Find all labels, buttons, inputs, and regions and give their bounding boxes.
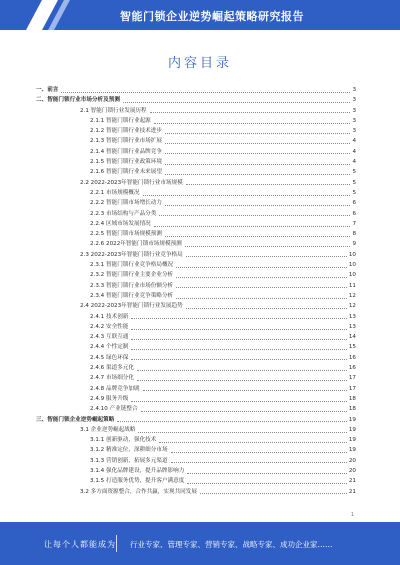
toc-heading: 内容目录 — [167, 56, 232, 71]
toc-entry-title: 3.1.5 打造服务优势，提升客户满意度 — [90, 478, 185, 485]
toc-entry-page: 3 — [352, 87, 356, 93]
toc-entry[interactable] — [36, 198, 356, 208]
toc-entry[interactable] — [36, 404, 356, 414]
toc-entry-page: 12 — [348, 303, 356, 310]
toc-entry-title: 2.4.5 绿色环保 — [90, 354, 129, 361]
toc-entry-title: 2.2.6 2022年智能门锁市场规模预测 — [90, 241, 182, 248]
toc-entry[interactable] — [36, 363, 356, 373]
toc-leader-dots — [131, 329, 346, 330]
toc-entry[interactable] — [36, 425, 356, 435]
toc-entry-title: 2.1.5 智能门锁行业政策环境 — [90, 159, 162, 166]
toc-entry[interactable] — [36, 445, 356, 455]
toc-entry-title: 3.1.3 营销创新，拓展多元渠道 — [90, 457, 168, 464]
toc-entry-title: 2.1.2 智能门锁行业技术进步 — [90, 128, 162, 135]
report-title: 智能门锁企业逆势崛起策略研究报告 — [120, 10, 304, 23]
toc-entry[interactable] — [36, 373, 356, 383]
toc-entry[interactable] — [36, 147, 356, 157]
toc-entry[interactable] — [36, 384, 356, 394]
toc-entry-title: 2.1 智能门锁行业发展历程 — [80, 107, 147, 114]
toc-entry[interactable] — [36, 291, 356, 301]
toc-entry-title: 2.1.1 智能门锁行业起源 — [90, 117, 151, 124]
toc-entry[interactable] — [36, 219, 356, 229]
toc-entry[interactable] — [36, 301, 356, 311]
toc-leader-dots — [150, 112, 351, 113]
toc-entry-page: 4 — [352, 138, 356, 145]
toc-entry-page: 11 — [348, 282, 356, 289]
toc-entry-page: 20 — [348, 467, 356, 474]
toc-leader-dots — [131, 359, 346, 360]
toc-entry-title: 二、智能门锁行业市场分析及预测 — [36, 97, 120, 104]
toc-leader-dots — [165, 205, 350, 206]
toc-leader-dots — [176, 298, 347, 299]
toc-entry[interactable] — [36, 178, 356, 188]
toc-leader-dots — [200, 493, 347, 494]
toc-entry[interactable] — [36, 106, 356, 116]
toc-entry-page: 14 — [348, 334, 356, 341]
toc-entry-page: 17 — [348, 385, 356, 392]
toc-leader-dots — [165, 174, 350, 175]
toc-leader-dots — [176, 267, 347, 268]
table-of-contents — [36, 85, 356, 497]
toc-entry-title: 2.3 2022-2023年智能门锁行业竞争格局 — [80, 251, 183, 258]
toc-entry[interactable] — [36, 312, 356, 322]
toc-entry[interactable] — [36, 239, 356, 249]
toc-entry-title: 2.4.2 安全性能 — [90, 323, 129, 330]
toc-leader-dots — [159, 442, 347, 443]
toc-entry-title: 3.1 企业逆势崛起战略 — [80, 426, 136, 433]
toc-leader-dots — [131, 339, 346, 340]
toc-leader-dots — [165, 143, 350, 144]
page-number: 1 — [350, 512, 354, 518]
toc-entry-title: 三、智能门锁企业逆势崛起策略 — [36, 416, 115, 423]
toc-entry-title: 2.4.9 服务升级 — [90, 395, 129, 402]
toc-leader-dots — [154, 226, 351, 227]
toc-leader-dots — [185, 246, 351, 247]
toc-entry-page: 5 — [352, 179, 356, 186]
toc-entry[interactable] — [36, 353, 356, 363]
toc-entry-page: 5 — [352, 169, 356, 176]
toc-entry-title: 2.2 2022-2023年智能门锁行业市场规模 — [80, 179, 183, 186]
toc-leader-dots — [176, 287, 347, 288]
toc-leader-dots — [143, 195, 351, 196]
toc-leader-dots — [165, 153, 350, 154]
toc-entry-title: 3.1.4 强化品牌建设，提升品牌影响力 — [90, 467, 185, 474]
toc-leader-dots — [137, 380, 347, 381]
toc-entry[interactable] — [36, 322, 356, 332]
toc-entry-page: 16 — [348, 354, 356, 361]
toc-entry[interactable] — [36, 85, 356, 95]
toc-entry-title: 2.4.7 市场细分化 — [90, 375, 134, 382]
toc-leader-dots — [131, 401, 346, 402]
toc-entry[interactable] — [36, 167, 356, 177]
toc-leader-dots — [171, 462, 347, 463]
toc-entry-page: 4 — [352, 159, 356, 166]
toc-entry-title: 2.2.4 区域市场发展情况 — [90, 220, 151, 227]
toc-entry[interactable] — [36, 281, 356, 291]
toc-leader-dots — [154, 123, 351, 124]
toc-entry-title: 2.4.3 互联互通 — [90, 334, 129, 341]
toc-entry-page: 17 — [348, 375, 356, 382]
toc-leader-dots — [138, 432, 346, 433]
toc-entry-page: 4 — [352, 148, 356, 155]
toc-entry[interactable] — [36, 435, 356, 445]
toc-entry[interactable] — [36, 229, 356, 239]
toc-leader-dots — [141, 411, 347, 412]
toc-entry-title: 2.4 2022-2023年智能门锁行业发展趋势 — [80, 303, 183, 310]
toc-entry-title: 2.2.2 智能门锁市场增长动力 — [90, 200, 162, 207]
toc-entry-title: 2.3.1 智能门锁行业竞争格局概况 — [90, 262, 174, 269]
toc-entry-page: 19 — [348, 447, 356, 454]
toc-entry-title: 3.1.2 精准定位，深耕细分市场 — [90, 447, 168, 454]
toc-entry-title: 2.2.3 市场结构与产品分类 — [90, 210, 157, 217]
toc-entry[interactable] — [36, 270, 356, 280]
toc-entry-title: 2.4.8 品牌竞争加剧 — [90, 385, 140, 392]
toc-entry-page: 21 — [348, 478, 356, 485]
toc-entry-page: 13 — [348, 323, 356, 330]
toc-entry[interactable] — [36, 394, 356, 404]
toc-entry-title: 2.2.1 市场规模概况 — [90, 189, 140, 196]
toc-leader-dots — [165, 133, 350, 134]
toc-entry-title: 2.1.4 智能门锁行业品牌竞争 — [90, 148, 162, 155]
toc-entry[interactable] — [36, 342, 356, 352]
toc-leader-dots — [165, 164, 350, 165]
toc-leader-dots — [186, 256, 347, 257]
toc-entry[interactable] — [36, 466, 356, 476]
toc-entry[interactable] — [36, 260, 356, 270]
toc-entry-page: 3 — [352, 97, 356, 104]
footer-banner — [0, 522, 400, 565]
toc-entry-title: 2.1.3 智能门锁行业市场扩展 — [90, 138, 162, 145]
toc-entry[interactable] — [36, 476, 356, 486]
toc-entry-page: 3 — [352, 107, 356, 114]
toc-leader-dots — [117, 421, 347, 422]
toc-entry-page: 12 — [348, 292, 356, 299]
footer-slogan: 让每个人都能成为 — [44, 540, 116, 549]
toc-entry[interactable] — [36, 188, 356, 198]
toc-entry-page: 3 — [352, 117, 356, 124]
toc-leader-dots — [131, 318, 346, 319]
toc-entry[interactable] — [36, 456, 356, 466]
toc-leader-dots — [123, 102, 351, 103]
toc-entry-page: 15 — [348, 344, 356, 351]
toc-entry-page: 6 — [352, 210, 356, 217]
toc-entry-title: 2.1.6 智能门锁行业未来展望 — [90, 169, 162, 176]
toc-leader-dots — [187, 473, 347, 474]
toc-entry-page: 18 — [348, 406, 356, 413]
toc-entry-page: 10 — [348, 272, 356, 279]
toc-entry[interactable] — [36, 332, 356, 342]
toc-entry-page: 6 — [352, 200, 356, 207]
toc-entry-page: 19 — [348, 426, 356, 433]
toc-entry-title: 2.2.5 智能门锁市场规模预测 — [90, 231, 162, 238]
toc-entry-page: 16 — [348, 365, 356, 372]
toc-leader-dots — [176, 277, 347, 278]
toc-leader-dots — [131, 349, 346, 350]
toc-entry-title: 2.4.1 技术创新 — [90, 313, 129, 320]
toc-entry-page: 8 — [352, 231, 356, 238]
toc-entry-title: 2.3.4 智能门锁行业竞争策略分析 — [90, 292, 174, 299]
toc-entry[interactable] — [36, 95, 356, 105]
toc-entry-title: 3.2 多方面资源整合，合作共赢，实现共同发展 — [80, 488, 197, 495]
toc-entry-title: 2.4.4 个性定制 — [90, 344, 129, 351]
toc-entry-page: 19 — [348, 416, 356, 423]
toc-leader-dots — [61, 92, 350, 93]
toc-leader-dots — [187, 483, 347, 484]
toc-entry-page: 19 — [348, 437, 356, 444]
toc-leader-dots — [137, 370, 347, 371]
toc-entry[interactable] — [36, 487, 356, 497]
toc-entry[interactable] — [36, 415, 356, 425]
toc-entry[interactable] — [36, 209, 356, 219]
header-banner — [0, 0, 400, 30]
footer-divider — [116, 535, 117, 552]
toc-entry-title: 2.4.10 产业链整合 — [90, 406, 138, 413]
toc-entry[interactable] — [36, 136, 356, 146]
toc-entry[interactable] — [36, 116, 356, 126]
toc-entry-title: 2.4.6 渠道多元化 — [90, 365, 134, 372]
toc-entry-title: 3.1.1 创新驱动，强化技术 — [90, 437, 157, 444]
toc-entry-page: 13 — [348, 313, 356, 320]
toc-entry-page: 20 — [348, 457, 356, 464]
toc-entry-page: 10 — [348, 251, 356, 258]
toc-leader-dots — [143, 390, 347, 391]
toc-entry[interactable] — [36, 250, 356, 260]
toc-leader-dots — [165, 236, 350, 237]
toc-entry[interactable] — [36, 126, 356, 136]
toc-entry-page: 9 — [352, 241, 356, 248]
toc-entry-page: 10 — [348, 262, 356, 269]
toc-entry-page: 7 — [352, 220, 356, 227]
toc-entry-page: 5 — [352, 189, 356, 196]
toc-entry-title: 2.3.2 智能门锁行业主要企业分析 — [90, 272, 174, 279]
toc-entry[interactable] — [36, 157, 356, 167]
toc-entry-title: 一、前言 — [36, 87, 59, 93]
toc-entry-page: 3 — [352, 128, 356, 135]
toc-entry-title: 2.3.3 智能门锁行业市场份额分析 — [90, 282, 174, 289]
footer-tagline: 行业专家、管理专家、营销专家、战略专家、成功企业家…… — [130, 540, 333, 549]
toc-leader-dots — [186, 308, 347, 309]
toc-leader-dots — [159, 215, 350, 216]
toc-leader-dots — [186, 184, 351, 185]
toc-entry-page: 21 — [348, 488, 356, 495]
toc-entry-page: 18 — [348, 395, 356, 402]
toc-leader-dots — [171, 452, 347, 453]
